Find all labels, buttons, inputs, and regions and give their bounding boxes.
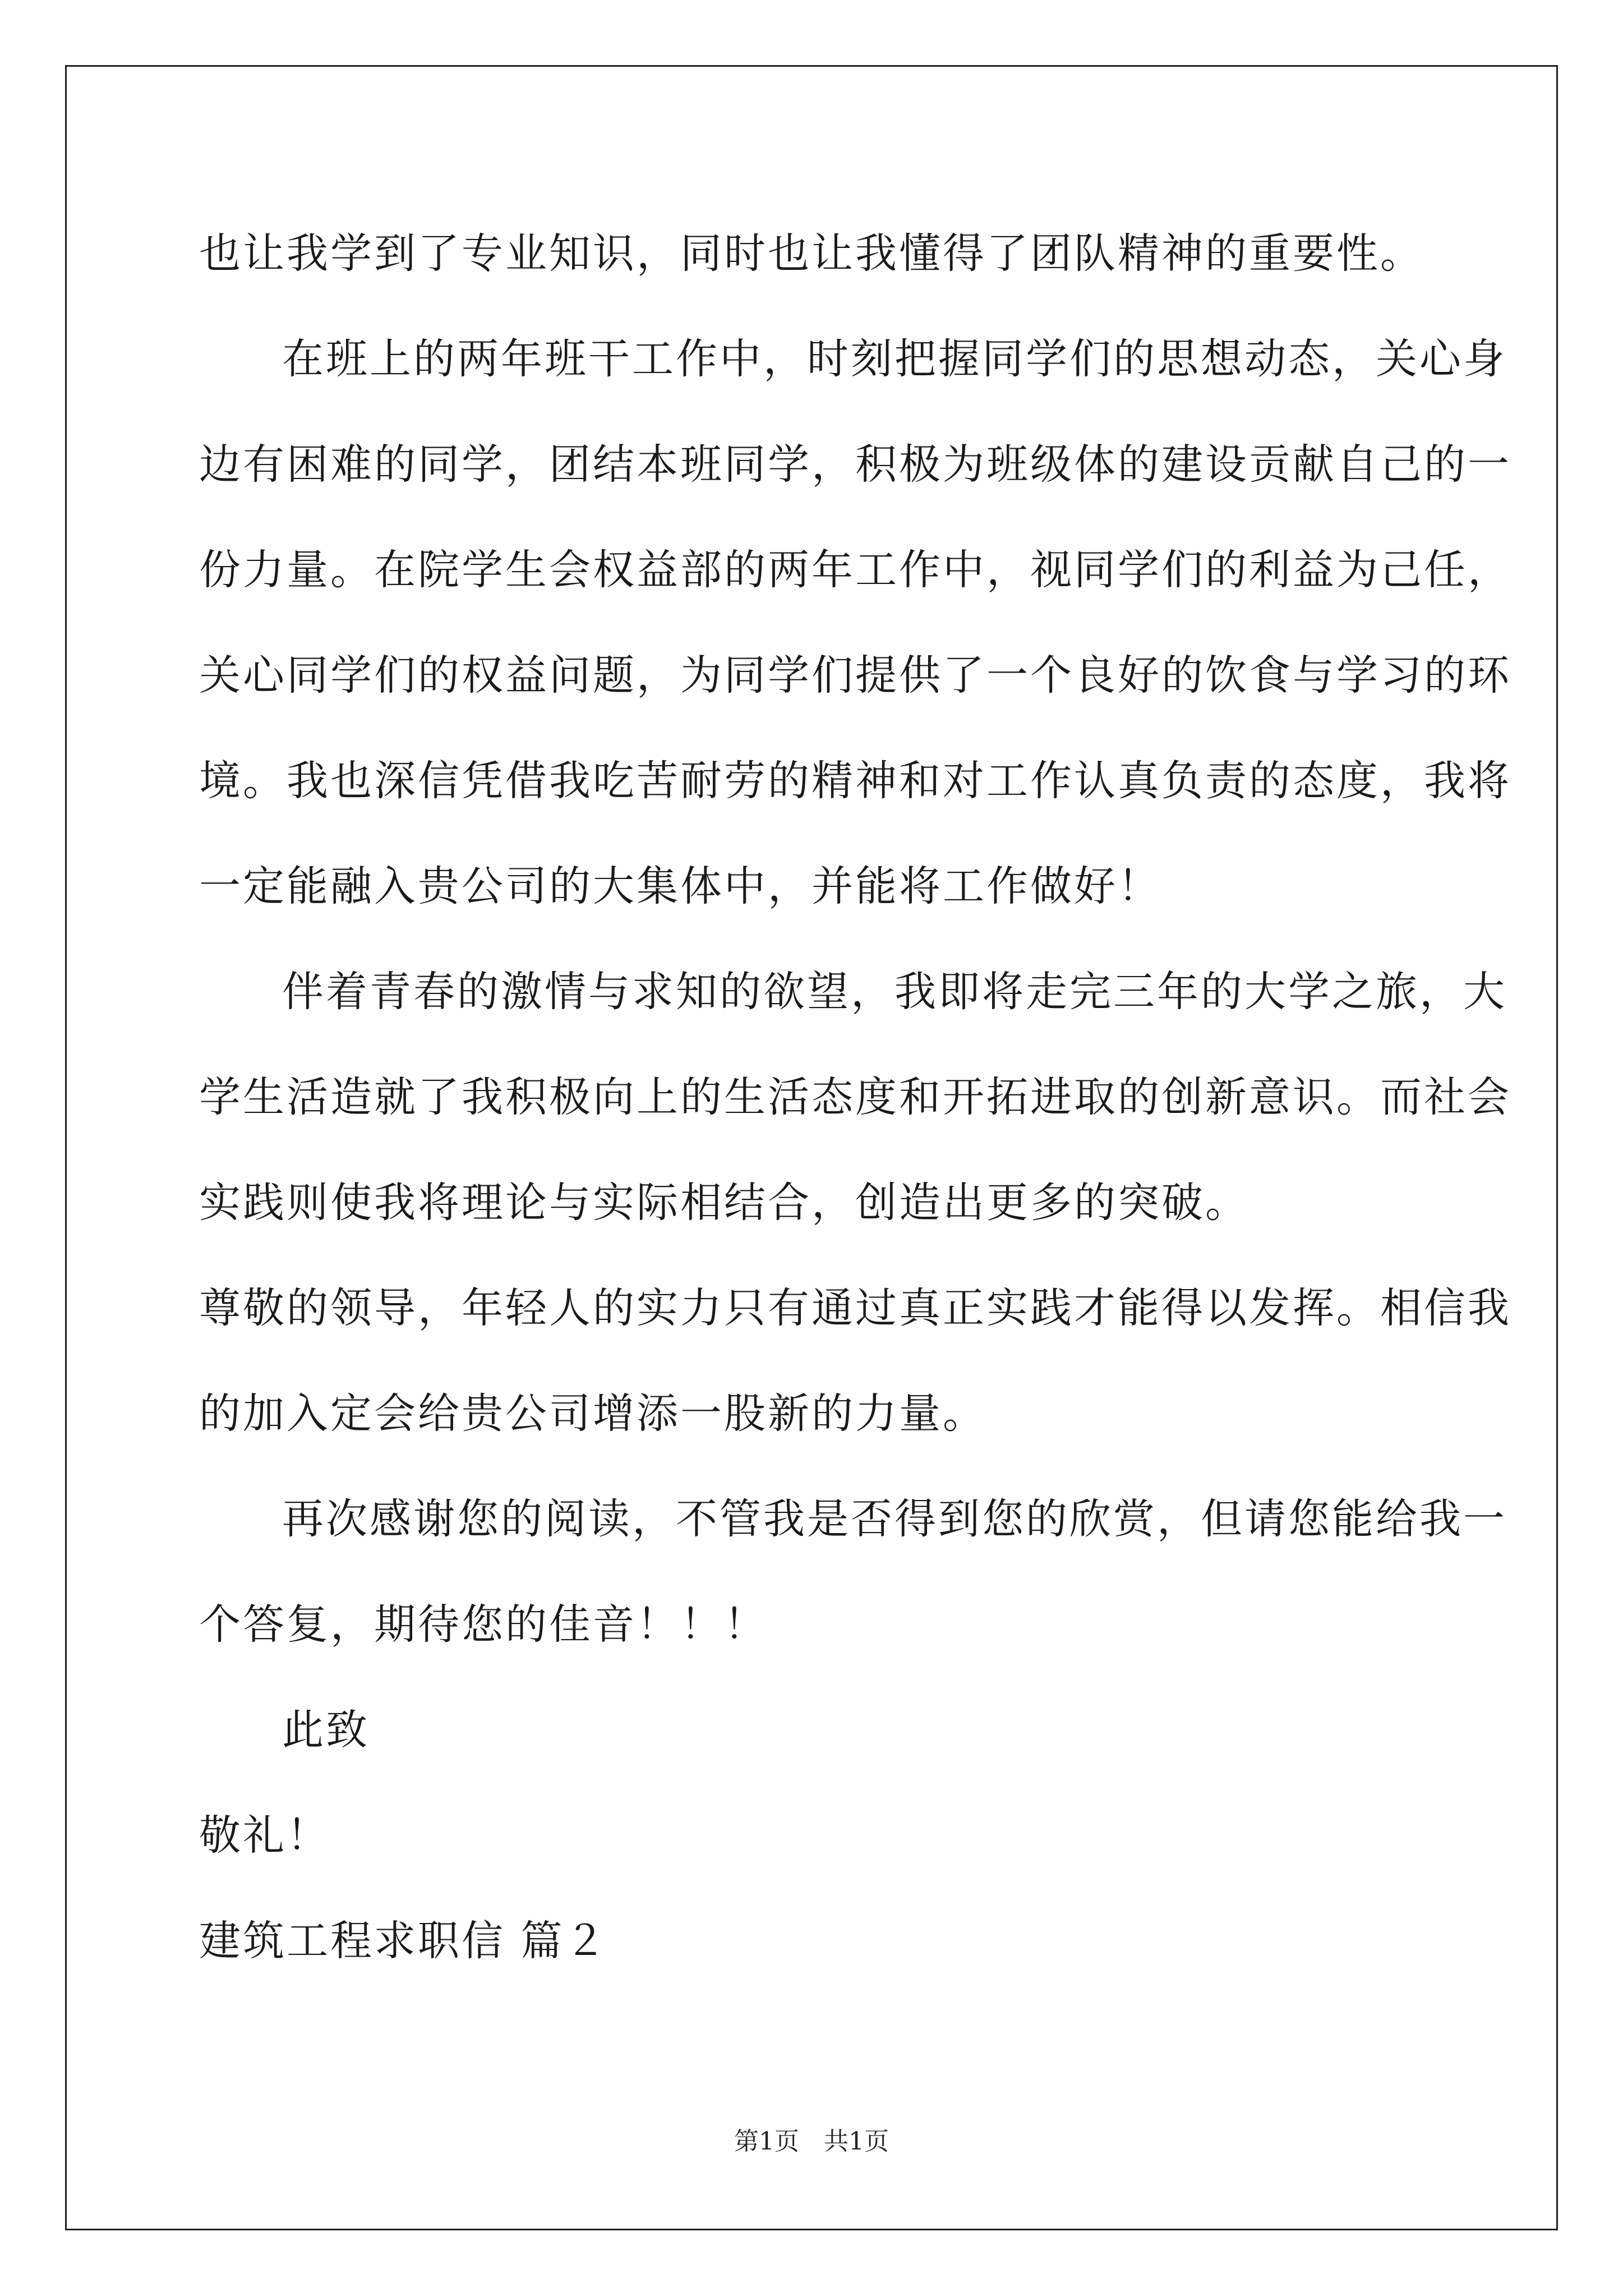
page-border <box>65 65 1558 2230</box>
text-line-12: 的加入定会给贵公司增添一股新的力量。 <box>199 1389 986 1438</box>
text-line-10: 实践则使我将理论与实际相结合，创造出更多的突破。 <box>199 1179 1249 1227</box>
text-line-2: 在班上的两年班干工作中，时刻把握同学们的思想动态，关心身 <box>282 335 1507 383</box>
salutation-closing: 此致 <box>282 1706 370 1754</box>
text-line-5: 关心同学们的权益问题，为同学们提供了一个良好的饮食与学习的环 <box>199 651 1511 700</box>
salutation-regards: 敬礼！ <box>199 1811 330 1860</box>
section-heading: 建筑工程求职信 篇２ <box>199 1917 608 1965</box>
text-line-3: 边有困难的同学，团结本班同学，积极为班级体的建设贡献自己的一 <box>199 440 1511 489</box>
text-line-11: 尊敬的领导，年轻人的实力只有通过真正实践才能得以发挥。相信我 <box>199 1284 1511 1332</box>
text-line-13: 再次感谢您的阅读，不管我是否得到您的欣赏，但请您能给我一 <box>282 1495 1507 1543</box>
text-line-4: 份力量。在院学生会权益部的两年工作中，视同学们的利益为己任， <box>199 546 1511 594</box>
text-line-7: 一定能融入贵公司的大集体中，并能将工作做好！ <box>199 862 1161 910</box>
text-line-8: 伴着青春的激情与求知的欲望，我即将走完三年的大学之旅，大 <box>282 968 1507 1016</box>
text-line-1: 也让我学到了专业知识，同时也让我懂得了团队精神的重要性。 <box>199 229 1424 278</box>
text-line-6: 境。我也深信凭借我吃苦耐劳的精神和对工作认真负责的态度，我将 <box>199 757 1511 805</box>
text-line-14: 个答复，期待您的佳音！！！ <box>199 1600 768 1649</box>
text-line-9: 学生活造就了我积极向上的生活态度和开拓进取的创新意识。而社会 <box>199 1073 1511 1121</box>
page-footer: 第1页 共1页 <box>734 2127 889 2156</box>
